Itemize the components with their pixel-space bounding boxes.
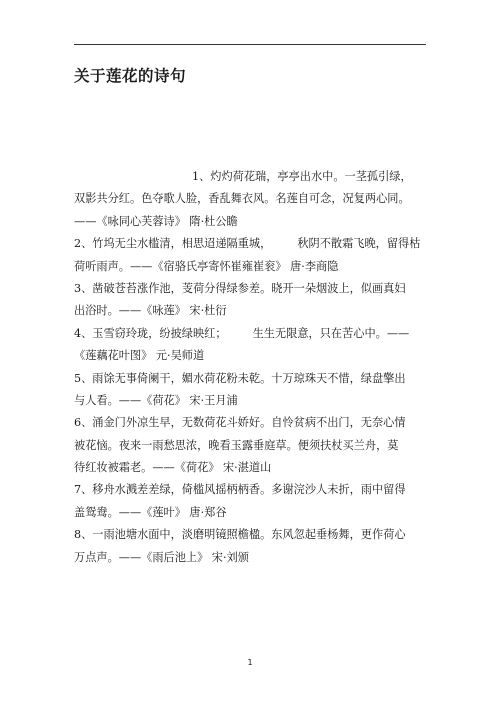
poem-2-attribution: 荷听雨声。——《宿骆氏亭寄怀崔雍崔衮》 唐·李商隐 xyxy=(74,259,339,273)
poem-5-attribution: 与人看。——《荷花》 宋·王月浦 xyxy=(74,393,238,407)
poem-6-line-1: 6、涌金门外凉生早，无数荷花斗娇好。自怜贫病不出门，无奈心情 xyxy=(74,416,406,430)
poem-6-line-2: 被花恼。夜来一雨愁思浓，晚看玉露垂庭草。便须扶杖买兰舟，莫 xyxy=(74,438,399,452)
poem-1-line-2: 双影共分红。色夺歌人脸，香乱舞衣风。名莲自可念，况复两心同。 xyxy=(74,192,410,206)
page-number: 1 xyxy=(247,658,253,667)
poem-4-attribution: 《莲藕花叶图》 元·吴师道 xyxy=(74,349,205,363)
page-title: 关于莲花的诗句 xyxy=(74,67,187,85)
poem-6-attribution: 待红妆被霜老。——《荷花》 宋·湛道山 xyxy=(74,461,272,475)
poem-8-attribution: 万点声。——《雨后池上》 宋·刘颁 xyxy=(74,550,249,564)
header-rule xyxy=(74,44,426,45)
poem-2-line-1a: 2、竹坞无尘水槛清，相思迢递隔重城， xyxy=(74,237,272,251)
poem-1-attribution: ——《咏同心芙蓉诗》 隋·杜公瞻 xyxy=(74,214,238,228)
poem-3-line-1: 3、凿破苍苔涨作池，芰荷分得绿参差。晓开一朵烟波上，似画真妇 xyxy=(74,281,406,295)
poem-3-attribution: 出浴时。——《咏莲》 宋·杜衍 xyxy=(74,304,227,318)
poem-1-line-1: 1、灼灼荷花瑞，亭亭出水中。一茎孤引绿， xyxy=(192,170,412,183)
poem-4-line-1b: 生生无限意，只在苦心中。—— xyxy=(252,326,410,340)
poem-7-attribution: 盖鸳鸯。——《莲叶》 唐·郑谷 xyxy=(74,505,227,519)
poem-5-line-1: 5、雨馀无事倚阑干，媚水荷花粉未乾。十万琼珠天不惜，绿盘擎出 xyxy=(74,371,406,385)
poem-8-line-1: 8、一雨池塘水面中，淡磨明镜照檐楹。东风忽起垂杨舞，更作荷心 xyxy=(74,528,406,542)
poem-list xyxy=(74,166,429,569)
poem-2-line-1 xyxy=(74,233,429,255)
poem-4-line-1a: 4、玉雪窃玲珑，纷披绿映红； xyxy=(74,326,227,340)
poem-2-line-1b: 秋阴不散霜飞晚，留得枯 xyxy=(297,237,421,251)
poem-7-line-1: 7、移舟水溅差差绿，倚槛风摇柄柄香。多谢浣沙人未折，雨中留得 xyxy=(74,483,406,497)
poem-4-line-1 xyxy=(74,323,429,345)
